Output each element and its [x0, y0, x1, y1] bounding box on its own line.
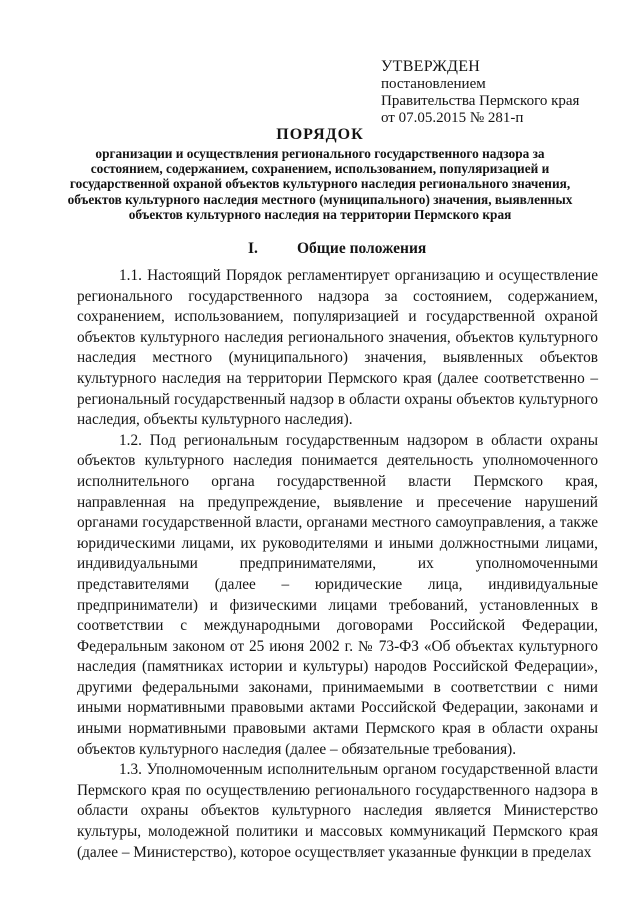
paragraph: 1.2. Под региональным государственным надзором в области охраны объектов культурного наследия понимается деятельность уполномоченного исполнительного органа государственной власти Пермского края, направленная на предупреждение, выявление и пресечение нарушений органами государственной власти, органами местного самоуправления, а также юридическими лицами, их руководителями и иными должностными лицами, индивидуальными предпринимателями, их уполномоченными представителями (далее – юридические лица, индивидуальные предприниматели) и физическими лицами требований, установленных в соответствии с международными договорами Российской Федерации, Федеральным законом от 25 июня 2002 г. № 73-ФЗ «Об объектах культурного наследия (памятниках истории и культуры) народов Российской Федерации», другими федеральными законами, принимаемыми в соответствии с ними иными нормативными правовыми актами Российской Федерации, законами и иными нормативными правовыми актами Пермского края в области охраны объектов культурного наследия (далее – обязательные требования). [77, 431, 598, 758]
document-subtitle: организации и осуществления регионального государственного надзора за состоянием, содержанием, сохранением, использованием, популяризацией и государственной охраной объектов культурного наследия регионального значения, объектов культурного наследия местного (муниципального) значения, выявленных объектов культурного наследия на территории Пермского края [67, 146, 573, 222]
section-number: I. [248, 240, 258, 257]
approval-heading: УТВЕРЖДЕН [381, 58, 481, 75]
section-title: Общие положения [297, 240, 427, 257]
approval-date: от 07.05.2015 № 281-п [381, 110, 524, 126]
document-body [77, 266, 598, 863]
approval-stamp [381, 58, 611, 127]
paragraph: 1.3. Уполномоченным исполнительным органом государственной власти Пермского края по осуществлению регионального государственного надзора в области охраны объектов культурного наследия является Министерство культуры, молодежной политики и массовых коммуникаций Пермского края (далее – Министерство), которое осуществляет указанные функции в пределах [77, 761, 598, 861]
approval-line: постановлением [381, 76, 486, 92]
paragraph: 1.1. Настоящий Порядок регламентирует организацию и осуществление регионального государственного надзора за состоянием, содержанием, сохранением, использованием, популяризацией и государственной охраной объектов культурного наследия регионального значения, объектов культурного наследия местного (муниципального) значения, выявленных объектов культурного наследия на территории Пермского края (далее соответственно – региональный государственный надзор в области охраны объектов культурного наследия, объекты культурного наследия). [77, 267, 598, 429]
approval-line: Правительства Пермского края [381, 93, 580, 109]
document-title: ПОРЯДОК [276, 126, 364, 143]
